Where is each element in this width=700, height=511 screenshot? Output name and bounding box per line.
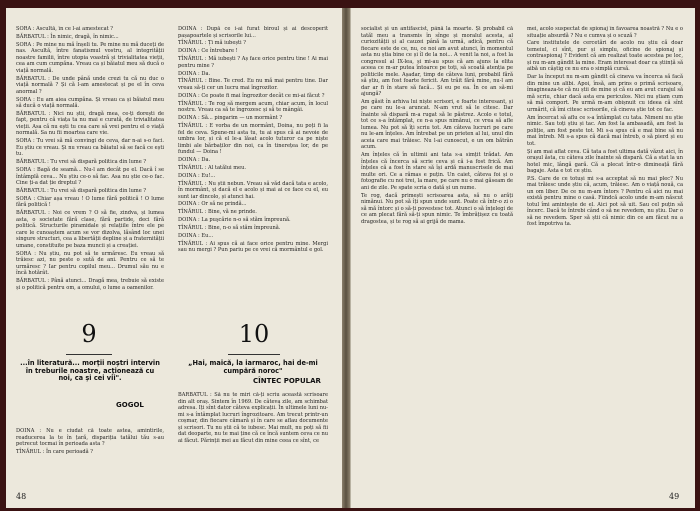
left-page [6,8,343,508]
paragraph: TÎNĂRUL : Ți mă iubești ? [178,40,246,47]
chapter-9-author: GOGOL [116,401,144,409]
chapter-9-epigraph: ...în literatură... morții noștri intervin în treburile noastre, acționează cu noi, ca și cei vii". [20,359,160,383]
paragraph: TÎNĂRUL : E vorba de un mormânt, Doina, nu poți fi la fel de ceva. Spune-mi asta tu, tu ai spus că ai nevoie de umbra lor, și că el le-a lăsat acolo tuturor ca pe niște limbi ale bărbaților din noi, ca în tinerețea lor, de pe fundul — Doina ! [178,123,328,156]
paragraph: SORA : Eu am aiea cumpăna. Și vreau ca și băiatul meu să ducă o viață normală. [16,96,164,110]
paragraph: SORA : Ascultă, în ce l-ai amestecat ? [16,26,114,32]
paragraph: DOINA : Da. [178,156,211,163]
page-number-left: 48 [16,492,27,501]
right-page [350,8,695,508]
chapter-9-rule [66,354,112,355]
paragraph: BĂRBATUL : Până atunci... Dragă mea, trebuie să existe și o politică pentru om, a omului, o lume a oamenilor. [16,278,164,291]
paragraph: DOINA : Or să ne prindă... [178,201,247,208]
chapter-9-number: 9 [81,320,97,348]
paragraph: P.S. Care de ce totuși mi s-a acceptat să nu mai plec? Nu mai trăiesc unde știu că, acum, trăiesc. Am o viață nouă, ca un om liber. De ce nu m-am întors ? Pentru că aici nu mai există pentru mine o casă. Fiindcă acolo unde m-am născut totul îmi amintește de el. Aici pot să uit. Sau cel puțin să încerc. Dacă te întrebi când o să ne revedem, nu știu. Dar o să ne revedem. Sper să știi că nimic din ce am făcut nu a fost împotriva ta. [527,175,683,228]
paragraph: SORA : Nu știu, nu pot să te urmăresc. Eu vreau să trăiesc azi, nu peste o sută de ani. Pentru ce să te urmăresc ? Iar pentru copilul meu... Drumul său nu e încă hotărât. [16,250,164,277]
paragraph: TÎNĂRUL : Bine. Te cred. Eu nu mă mai pentru tine. Dar vreau să-ți cer un lucru mai îngrozitor. [178,78,328,91]
chapter-10-rule [228,354,280,355]
left-col2-bottom-text [178,392,328,482]
left-col1-bottom-text [16,428,164,468]
paragraph: TÎNĂRUL : Mă iubești ? Aș face orice pentru tine ! Ai mai pentru mine ? [178,56,328,69]
paragraph: BĂRBATUL : De unde până unde crezi tu că nu duc o viață normală ? Și că l-am amestecat și pe el în ceva anormal ? [16,75,164,95]
left-col1-text [16,26,164,298]
paragraph: BĂRBATUL : Tu vrei să dispară politica din lume ? [16,188,147,195]
paragraph: TÎNĂRUL : Te rog să mergem acum, chiar acum, în locul nostru. Vreau ca să te îngrozesc și să te mângâi. [178,100,328,114]
paragraph: BĂRBATUL : În nimic, dragă, în nimic... [16,33,119,40]
paragraph: BĂRBATUL : Noi ce vrem ? O să fie, zindva, și lumea asta, o societate fără clase, fără partide, deci fără politică. Structurile piramidale și relațiile între ele pe care le cunoaștem acum se vor dizolva, lăsând loc unei singure structuri, cea a libertății depline și a fraternității umane, constituite pe baza muncii și a creației. [16,210,164,249]
paragraph: SORA : Pe mine nu mă înșeli tu. Pe mine nu mă duceți de nas. Ascultă, între fanatismul vostru, al integrității noastre familii, între utopia voastră și trivialitatea vieții, cea am cum cumpăna. Vreau ca și băiatul meu să ducă o viață normală. [16,41,164,74]
paragraph: DOINA : După ce i-ai furat biroul și ai descoperit pașapoartele și scrisorile lui... [178,26,328,39]
paragraph: mei, acolo suspectat de spionaj în favoarea noastră ? Nu e o situație absurdă ? Nu e cumva și o scuză ? [527,26,683,39]
paragraph: socialist și un antifascist, până la moarte. Și probabil că tatăl meu a transmis în sînge și moralul acesta, al curiozității și al cauzei până la urmă, adică, pentru că fiecare este de ce, nu, ce noi am avut atunci, în momentul asta nu știa bine ce și îl de la noi... A venit la noi, a fost la congresul al IX-lea, și mi-au spus că am ajuns la elita aceea ce m-ar putea întoarce pe toți, să scoată atenția pe politicile mele. Așadar, timp de câteva luni, probabil fără să știu, am fost foarte fericit. Am trăit fără mine, nu-l am dar ar fi în stare să facă... Și eu pe ea. În ce an să-mi ajungă? [361,26,513,97]
paragraph: DOINA : Să... pingarim — un mormânt ? [178,115,283,122]
paragraph: Am găsit în arhiva lui niște scrisori, e foarte interesant, și pe care nu le-a aruncat. N-am vrut să le citesc. Dar înainte să dispară m-a rugat să le păstrez. Acolo e totul, tot ce s-a întâmplat, ce n-a spus nimănui, ce vrea să afle lumea. Nu pot să îți scriu tot. Am câteva lucruri pe care nu le-am înțeles. Am întrebat pe un prieten al lui, unul din aceia care mai trăiesc. Nu l-ai cunoscut, e un om bătrân acum. [361,98,513,151]
paragraph: DOINA : Ce poate fi mai îngrozitor decât ce mi-ai făcut ? [178,92,325,99]
left-col2-text [178,26,328,298]
paragraph: TÎNĂRUL : Ai spus că ai face orice pentru mine. Mergi sau nu mergi ? Pun pariu pe ce vrei că mormântul e gol. [178,240,328,254]
paragraph: TÎNĂRUL : Bine, vă ne prinde. [178,209,257,216]
paragraph: BĂRBATUL : Să nu te miri că-ți scriu această scrisoare din alt oraș. Sintem în 1969. De câteva zile, am schimbat adresa. Iți sînt dator câteva explicații. În ultimele luni nu-mi s-a întâmplat lucruri îngrozitoare. Am trecut printr-un coșmar, din fiecare cămară și în care se aflau documente și scrisori. Tu nu știi că te iubesc. Mai mult, nu poți să fii dat deoparte, nu te mai ține că ce încă suntem ceva ce nu ai făcut. Părinții mei au făcut din mine ceea ce sînt, ce [178,392,328,444]
paragraph: TÎNĂRUL : Nu știi nebun. Vreau să văd dacă tata e acolo, în mormânt, și dacă el e acolo și mai ai ce face cu el, eu sunt iar dincolo, și atunci hai. [178,180,328,200]
paragraph: DOINA : La puşcărie n-o să stăm împreună. [178,217,291,224]
right-col2-text [527,26,683,486]
paragraph: SORA : Chiar așa vreau ! O lume fără politică ! O lume fără politică ! [16,195,164,209]
paragraph: Am încercat să aflu ce s-a întâmplat cu tata. Nimeni nu știe nimic. Sau toți știu și tac. Am fost la ambasadă, am fost la poliție, am fost peste tot. Mi s-a spus că e mai bine să nu mai întreb. Mi s-a spus că dacă mai întreb, o să pierd și eu tot. [527,114,683,147]
paragraph: SORA : Bagă de seamă... Nu-l am decât pe el. Dacă î se întâmplă ceva... Nu știu ce-o să fac. Asa nu știe ce-o fac. Cine ți-a dat ție dreptul ? [16,167,164,187]
right-col1-text [361,26,513,486]
paragraph: Te rog, dacă primești scrisoarea asta, să nu o arăți nimănui. Nu pot să îți spun unde sunt. Poate că într-o zi o să mă întorc și o să-ți povestesc tot. Atunci o să înțelegi de ce am plecat fără să-ți spun nimic. Te îmbrățișez cu toată dragostea, și te rog să ai grijă de mama. [361,192,513,225]
paragraph: DOINA : Da. [178,70,211,77]
chapter-10-number: 10 [238,320,270,348]
paragraph: Și am mai aflat ceva. Că tata a fost ultima dată văzut aici, în orașul ăsta, cu câteva zile înainte să dispară. Că a stat la un hotel mic, lângă gară. Că a plecat într-o dimineață fără bagaje. Asta e tot ce știu. [527,148,683,175]
page-number-right: 49 [669,492,680,501]
paragraph: DOINA : Eu!... [178,172,216,179]
paragraph: TÎNĂRUL : Bine, n-o să stăm împreună. [178,225,281,232]
paragraph: Dar la început nu m-am gândit că cineva va încerca să facă din mine un alibi. Apoi, însă, am prins o primă scrisoare, îmagineaza-te că nu știi de mine și că eu am avut curajul să mă scriu, chiar dacă asta era periculos. Nici nu știam cum să mă comport. Pe urmă m-am obișnuit cu ideea că sînt urmărit, că îmi citesc scrisorile, că cineva știe tot ce fac. [527,74,683,113]
chapter-10-epigraph: „Hai, maică, la iarmaroc, hai de-mi cumpără noroc" [188,359,318,375]
paragraph: DOINA : Ce întrebare ! [178,48,238,55]
paragraph: BĂRBATUL : Tu vrei să dispară politica din lume ? [16,159,147,166]
paragraph: DOINA : Eu... [178,233,214,240]
paragraph: Am înțeles că în ultimii ani tata s-a simțit trădat. Am înțeles că încerca să scrie ceva și că i-a fost frică. Am înțeles că a fost în stare să își ardă manuscrisele de mai multe ori. Ce a rămas e puțin. Un caiet, câteva foi și o fotografie cu noi trei, la mare, pe care nu o mai găseam de ani de zile. Pe spate scria o dată și un nume. [361,152,513,191]
paragraph: Care institutele de cercetări de acolo nu știu că doar temeiul, ci sînt, pur și simplu, oficine de spionaj și contraspionaj ? Evident că am realizat toate acestea pe loc, și nu m-am gândit la mine. Eram interesat doar ca știință să aibă un câștig ce nu era o simplă cursă. [527,40,683,73]
paragraph: BĂRBATUL : Nici nu știi, dragă mea, ce-ți dorești de fapt, pentru că viața ta nu mai e curată, de trivialitatea vieții. Asa că nu ești tu cea care să vrei pentru el o viață normală. Sa nu fii moartea care vie. [16,110,164,137]
paragraph: TÎNĂRUL : În care perioadă ? [16,448,93,455]
paragraph: TÎNĂRUL : Al tatălui meu. [178,164,247,171]
paragraph: DOINA : Nu e ciudat că toate astea, amintirile, readucerea la te în țară, dispariția tatălui tău s-au petrecut tocmai în perioada asta ? [16,428,164,447]
paragraph: SORA : Tu vrei să mă convingi de ceva, dar n-ai s-o faci. Eu știu ce vreau. Și nu vreau ca băiatul să se facă ce ești tu. [16,138,164,158]
chapter-10-source: CÎNTEC POPULAR [253,377,321,385]
book-gutter [342,8,350,508]
